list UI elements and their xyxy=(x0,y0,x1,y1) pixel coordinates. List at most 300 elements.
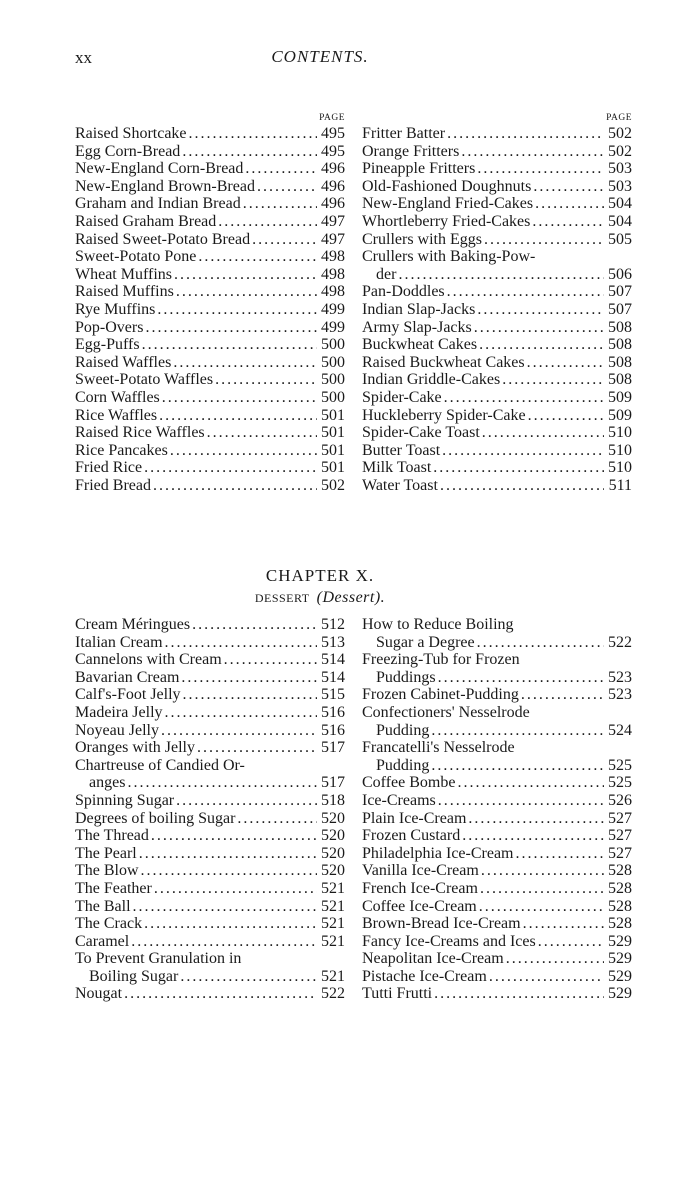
toc-column-right xyxy=(362,616,632,1003)
entry-title: Pistache Ice-Cream xyxy=(362,967,487,985)
toc-entry[interactable] xyxy=(362,231,632,249)
toc-entry[interactable] xyxy=(75,616,345,634)
toc-entry[interactable] xyxy=(75,389,345,407)
toc-entry[interactable] xyxy=(75,178,345,196)
dot-leader xyxy=(159,407,317,425)
toc-entry[interactable] xyxy=(362,442,632,460)
toc-entry[interactable] xyxy=(75,669,345,687)
entry-page: 514 xyxy=(321,668,345,686)
dot-leader xyxy=(442,442,604,460)
entry-title: Raised Sweet-Potato Bread xyxy=(75,230,251,248)
entry-title: Buckwheat Cakes xyxy=(362,336,478,354)
entry-title: Raised Graham Bread xyxy=(75,212,217,230)
toc-entry[interactable] xyxy=(362,319,632,337)
entry-page: 499 xyxy=(321,300,345,318)
entry-page: 520 xyxy=(321,844,345,862)
toc-entry[interactable] xyxy=(362,213,632,231)
toc-entry[interactable] xyxy=(362,827,632,845)
entry-title: Pan-Doddles xyxy=(362,283,445,301)
toc-entry[interactable] xyxy=(362,477,632,495)
entry-title: Caramel xyxy=(75,932,130,950)
entry-title: Frozen Cabinet-Pudding xyxy=(362,686,519,704)
toc-entry[interactable] xyxy=(75,143,345,161)
entry-page: 505 xyxy=(608,230,632,248)
dot-leader xyxy=(479,898,604,916)
entry-title: Chartreuse of Candied Or- xyxy=(75,756,245,774)
entry-title: Oranges with Jelly xyxy=(75,739,195,757)
entry-title: Egg-Puffs xyxy=(75,336,140,354)
entry-page: 510 xyxy=(608,424,632,442)
toc-entry[interactable] xyxy=(362,651,632,669)
toc-entry[interactable] xyxy=(75,862,345,880)
entry-title: Old-Fashioned Doughnuts xyxy=(362,177,532,195)
entry-page: 501 xyxy=(321,459,345,477)
entry-page: 497 xyxy=(321,230,345,248)
toc-entry[interactable] xyxy=(75,810,345,828)
toc-entry[interactable] xyxy=(75,915,345,933)
entry-title: Fritter Batter xyxy=(362,125,446,142)
entry-title: Crullers with Baking-Pow- xyxy=(362,248,536,266)
entry-title: Nougat xyxy=(75,985,123,1003)
entry-title: Graham and Indian Bread xyxy=(75,195,241,213)
entry-page: 498 xyxy=(321,283,345,301)
entry-title: Francatelli's Nesselrode xyxy=(362,739,515,757)
dot-leader xyxy=(161,722,317,740)
entry-title: Army Slap-Jacks xyxy=(362,318,472,336)
entry-title: Ice-Creams xyxy=(362,791,436,809)
entry-page: 511 xyxy=(608,476,632,494)
toc-entry[interactable] xyxy=(362,915,632,933)
entry-page: 515 xyxy=(321,686,345,704)
entry-page: 514 xyxy=(321,651,345,669)
entry-title: Philadelphia Ice-Cream xyxy=(362,844,514,862)
toc-section-1 xyxy=(75,112,632,494)
dot-leader xyxy=(434,985,604,1003)
entry-page: 502 xyxy=(321,476,345,494)
toc-entry[interactable] xyxy=(362,459,632,477)
dot-leader xyxy=(180,968,317,986)
dot-leader xyxy=(141,862,317,880)
dot-leader xyxy=(165,634,317,652)
toc-entry[interactable] xyxy=(75,880,345,898)
entry-title: Italian Cream xyxy=(75,633,163,651)
entry-title: Raised Muffins xyxy=(75,283,174,301)
entry-title: Calf's-Foot Jelly xyxy=(75,686,181,704)
entry-page: 508 xyxy=(608,371,632,389)
dot-leader xyxy=(145,319,317,337)
toc-entry[interactable] xyxy=(75,757,345,775)
toc-entry[interactable] xyxy=(362,178,632,196)
dot-leader xyxy=(176,792,317,810)
entry-page: 528 xyxy=(608,915,632,933)
entry-title: Raised Buckwheat Cakes xyxy=(362,353,525,371)
entry-title: New-England Fried-Cakes xyxy=(362,195,534,213)
toc-entry[interactable] xyxy=(75,354,345,372)
entry-title: To Prevent Granulation in xyxy=(75,950,242,968)
dot-leader xyxy=(431,722,604,740)
toc-entry[interactable] xyxy=(75,686,345,704)
toc-entry[interactable] xyxy=(362,301,632,319)
entry-title: Corn Waffles xyxy=(75,388,160,406)
entry-page: 528 xyxy=(608,897,632,915)
toc-entry[interactable] xyxy=(362,757,632,775)
dot-leader xyxy=(124,985,317,1003)
entry-page: 525 xyxy=(608,774,632,792)
entry-page: 500 xyxy=(321,336,345,354)
dot-leader xyxy=(127,774,317,792)
entry-title: Confectioners' Nesselrode xyxy=(362,703,530,721)
toc-entry[interactable] xyxy=(362,880,632,898)
toc-entry[interactable] xyxy=(362,195,632,213)
toc-entry[interactable] xyxy=(362,634,632,652)
toc-entry[interactable] xyxy=(75,283,345,301)
entry-title: Pudding xyxy=(376,721,430,739)
dot-leader xyxy=(144,459,317,477)
toc-column-left xyxy=(75,112,345,494)
entry-title: Rice Waffles xyxy=(75,406,158,424)
entry-page: 524 xyxy=(608,721,632,739)
entry-title: Pop-Overs xyxy=(75,318,144,336)
entry-title: Freezing-Tub for Frozen xyxy=(362,651,520,669)
toc-entry[interactable] xyxy=(362,704,632,722)
entry-page: 521 xyxy=(321,932,345,950)
entry-page: 520 xyxy=(321,809,345,827)
toc-entry[interactable] xyxy=(362,354,632,372)
dot-leader xyxy=(438,669,604,687)
dot-leader xyxy=(506,950,604,968)
toc-entry[interactable] xyxy=(362,407,632,425)
dot-leader xyxy=(480,880,604,898)
dot-leader xyxy=(170,442,317,460)
entry-title: Fried Bread xyxy=(75,476,151,494)
entry-page: 496 xyxy=(321,177,345,195)
toc-entry[interactable] xyxy=(75,950,345,968)
toc-entry[interactable] xyxy=(362,792,632,810)
dot-leader xyxy=(237,810,317,828)
dot-leader xyxy=(447,125,604,143)
entry-page: 527 xyxy=(608,827,632,845)
toc-entry[interactable] xyxy=(75,722,345,740)
entry-title: Noyeau Jelly xyxy=(75,721,159,739)
dot-leader xyxy=(198,248,317,266)
toc-entry[interactable] xyxy=(75,739,345,757)
toc-entry[interactable] xyxy=(362,862,632,880)
entry-page: 497 xyxy=(321,212,345,230)
dot-leader xyxy=(528,407,604,425)
dot-leader xyxy=(489,968,604,986)
entry-title: Butter Toast xyxy=(362,441,441,459)
dot-leader xyxy=(176,283,317,301)
entry-title: Brown-Bread Ice-Cream xyxy=(362,915,521,933)
dot-leader xyxy=(181,669,317,687)
dot-leader xyxy=(189,125,317,143)
entry-title: Fancy Ice-Creams and Ices xyxy=(362,932,536,950)
toc-entry[interactable] xyxy=(75,231,345,249)
dot-leader xyxy=(144,915,317,933)
entry-page: 499 xyxy=(321,318,345,336)
toc-entry[interactable] xyxy=(362,248,632,266)
entry-page: 509 xyxy=(608,406,632,424)
entry-title: Sweet-Potato Waffles xyxy=(75,371,214,389)
entry-title: New-England Corn-Bread xyxy=(75,160,244,178)
dot-leader xyxy=(484,231,604,249)
entry-title: Coffee Bombe xyxy=(362,774,456,792)
dot-leader xyxy=(482,424,604,442)
entry-title: Water Toast xyxy=(362,476,438,494)
entry-page: 503 xyxy=(608,160,632,178)
toc-column-right xyxy=(362,112,632,494)
toc-entry[interactable] xyxy=(362,283,632,301)
entry-page: 506 xyxy=(608,265,632,283)
entry-title: Plain Ice-Cream xyxy=(362,809,467,827)
entry-title: Neapolitan Ice-Cream xyxy=(362,950,504,968)
entry-page: 510 xyxy=(608,459,632,477)
entry-title: Pineapple Fritters xyxy=(362,160,476,178)
entry-title: Boiling Sugar xyxy=(89,967,179,985)
dot-leader xyxy=(133,898,317,916)
entry-title: The Feather xyxy=(75,879,152,897)
entry-page: 529 xyxy=(608,932,632,950)
dot-leader xyxy=(174,266,317,284)
toc-entry[interactable] xyxy=(362,125,632,143)
toc-entry[interactable] xyxy=(75,442,345,460)
dot-leader xyxy=(479,336,604,354)
entry-page: 498 xyxy=(321,265,345,283)
toc-entry[interactable] xyxy=(362,616,632,634)
dot-leader xyxy=(461,143,604,161)
dot-leader xyxy=(527,354,604,372)
toc-entry[interactable] xyxy=(75,845,345,863)
dot-leader xyxy=(474,319,604,337)
toc-entry[interactable] xyxy=(75,459,345,477)
entry-page: 520 xyxy=(321,862,345,880)
entry-page: 504 xyxy=(608,212,632,230)
dot-leader xyxy=(215,371,317,389)
page-column-label: PAGE xyxy=(606,113,632,123)
toc-entry[interactable] xyxy=(75,319,345,337)
toc-entry[interactable] xyxy=(362,686,632,704)
entry-page: 521 xyxy=(321,897,345,915)
entry-title: Spinning Sugar xyxy=(75,791,175,809)
toc-entry[interactable] xyxy=(75,477,345,495)
entry-page: 527 xyxy=(608,809,632,827)
entry-page: 528 xyxy=(608,862,632,880)
page-number: xx xyxy=(75,48,92,67)
entry-title: Orange Fritters xyxy=(362,142,460,160)
entry-title: Tutti Frutti xyxy=(362,985,433,1003)
entry-title: Puddings xyxy=(376,668,436,686)
entry-title: Crullers with Eggs xyxy=(362,230,482,248)
entry-page: 529 xyxy=(608,985,632,1003)
dot-leader xyxy=(457,774,604,792)
dot-leader xyxy=(502,371,604,389)
toc-entry[interactable] xyxy=(362,774,632,792)
entry-title: Madeira Jelly xyxy=(75,703,163,721)
entry-title: Spider-Cake Toast xyxy=(362,424,480,442)
entry-page: 512 xyxy=(321,616,345,633)
dot-leader xyxy=(154,880,317,898)
toc-entry[interactable] xyxy=(75,792,345,810)
toc-entry[interactable] xyxy=(75,634,345,652)
toc-entry[interactable] xyxy=(75,933,345,951)
entry-page: 495 xyxy=(321,142,345,160)
entry-page: 507 xyxy=(608,300,632,318)
entry-title: Frozen Custard xyxy=(362,827,461,845)
entry-page: 502 xyxy=(608,142,632,160)
entry-title: How to Reduce Boiling xyxy=(362,616,514,633)
toc-entry[interactable] xyxy=(75,336,345,354)
entry-page: 500 xyxy=(321,371,345,389)
entry-title: Wheat Muffins xyxy=(75,265,173,283)
toc-entry[interactable] xyxy=(362,722,632,740)
toc-entry[interactable] xyxy=(362,933,632,951)
entry-title: Huckleberry Spider-Cake xyxy=(362,406,526,424)
toc-entry[interactable] xyxy=(362,898,632,916)
entry-page: 496 xyxy=(321,160,345,178)
toc-entry[interactable] xyxy=(362,336,632,354)
chapter-heading: CHAPTER X. xyxy=(265,566,375,585)
toc-entry[interactable] xyxy=(362,810,632,828)
toc-entry[interactable] xyxy=(362,371,632,389)
entry-page: 517 xyxy=(321,739,345,757)
entry-title: Raised Rice Waffles xyxy=(75,424,205,442)
toc-entry[interactable] xyxy=(362,160,632,178)
dot-leader xyxy=(252,231,317,249)
entry-page: 525 xyxy=(608,756,632,774)
toc-entry[interactable] xyxy=(75,213,345,231)
toc-entry[interactable] xyxy=(75,160,345,178)
toc-entry[interactable] xyxy=(75,704,345,722)
toc-entry[interactable] xyxy=(75,248,345,266)
entry-page: 526 xyxy=(608,791,632,809)
dot-leader xyxy=(131,933,317,951)
toc-entry[interactable] xyxy=(75,774,345,792)
toc-entry[interactable] xyxy=(362,266,632,284)
entry-title: Sugar a Degree xyxy=(376,633,475,651)
dot-leader xyxy=(151,827,317,845)
dot-leader xyxy=(398,266,604,284)
toc-entry[interactable] xyxy=(362,424,632,442)
toc-entry[interactable] xyxy=(362,968,632,986)
dot-leader xyxy=(224,651,317,669)
entry-page: 516 xyxy=(321,703,345,721)
toc-entry[interactable] xyxy=(75,827,345,845)
entry-page: 508 xyxy=(608,336,632,354)
entry-title: Spider-Cake xyxy=(362,388,442,406)
entry-title: Fried Rice xyxy=(75,459,143,477)
entry-page: 498 xyxy=(321,248,345,266)
dot-leader xyxy=(182,143,317,161)
entry-title: New-England Brown-Bread xyxy=(75,177,255,195)
entry-page: 510 xyxy=(608,441,632,459)
entry-title: French Ice-Cream xyxy=(362,879,478,897)
subtitle-alt: (Dessert). xyxy=(316,589,386,606)
toc-entry[interactable] xyxy=(362,950,632,968)
toc-entry[interactable] xyxy=(362,143,632,161)
toc-entry[interactable] xyxy=(362,845,632,863)
toc-entry[interactable] xyxy=(75,424,345,442)
toc-entry[interactable] xyxy=(362,669,632,687)
toc-entry[interactable] xyxy=(75,968,345,986)
entry-title: Degrees of boiling Sugar xyxy=(75,809,236,827)
entry-page: 522 xyxy=(321,985,345,1003)
entry-title: der xyxy=(376,265,397,283)
toc-entry[interactable] xyxy=(362,739,632,757)
dot-leader xyxy=(157,301,317,319)
entry-title: The Crack xyxy=(75,915,143,933)
dot-leader xyxy=(444,389,604,407)
entry-page: 529 xyxy=(608,967,632,985)
dot-leader xyxy=(532,213,604,231)
entry-page: 522 xyxy=(608,633,632,651)
entry-title: Rice Pancakes xyxy=(75,441,168,459)
entry-page: 523 xyxy=(608,686,632,704)
entry-title: Rye Muffins xyxy=(75,300,156,318)
dot-leader xyxy=(162,389,317,407)
entry-page: 527 xyxy=(608,844,632,862)
chapter-subtitle xyxy=(0,589,640,607)
dot-leader xyxy=(440,477,604,495)
toc-entry[interactable] xyxy=(75,407,345,425)
toc-entry[interactable] xyxy=(75,301,345,319)
subtitle-text: DESSERT xyxy=(254,591,310,605)
toc-entry[interactable] xyxy=(75,195,345,213)
dot-leader xyxy=(139,845,317,863)
entry-page: 516 xyxy=(321,721,345,739)
toc-entry[interactable] xyxy=(75,371,345,389)
entry-title: The Ball xyxy=(75,897,131,915)
entry-page: 521 xyxy=(321,967,345,985)
toc-entry[interactable] xyxy=(75,985,345,1003)
dot-leader xyxy=(153,477,317,495)
dot-leader xyxy=(245,160,317,178)
dot-leader xyxy=(516,845,605,863)
entry-page: 520 xyxy=(321,827,345,845)
entry-page: 521 xyxy=(321,879,345,897)
toc-entry[interactable] xyxy=(362,389,632,407)
entry-page: 529 xyxy=(608,950,632,968)
entry-title: The Pearl xyxy=(75,844,137,862)
entry-title: Sweet-Potato Pone xyxy=(75,248,197,266)
dot-leader xyxy=(165,704,317,722)
entry-page: 500 xyxy=(321,353,345,371)
entry-title: Milk Toast xyxy=(362,459,432,477)
dot-leader xyxy=(477,160,604,178)
toc-section-2 xyxy=(75,616,632,1003)
entry-page: 501 xyxy=(321,424,345,442)
toc-entry[interactable] xyxy=(75,125,345,143)
toc-entry[interactable] xyxy=(75,266,345,284)
running-title: CONTENTS. xyxy=(271,47,369,66)
toc-entry[interactable] xyxy=(362,985,632,1003)
dot-leader xyxy=(477,301,604,319)
entry-title: Whortleberry Fried-Cakes xyxy=(362,212,531,230)
toc-entry[interactable] xyxy=(75,651,345,669)
dot-leader xyxy=(142,336,317,354)
entry-page: 500 xyxy=(321,388,345,406)
entry-title: The Thread xyxy=(75,827,149,845)
dot-leader xyxy=(523,915,604,933)
entry-title: Raised Waffles xyxy=(75,353,172,371)
entry-page: 495 xyxy=(321,125,345,142)
dot-leader xyxy=(431,757,604,775)
entry-page: 502 xyxy=(608,125,632,142)
entry-page: 518 xyxy=(321,791,345,809)
toc-entry[interactable] xyxy=(75,898,345,916)
dot-leader xyxy=(462,827,604,845)
dot-leader xyxy=(521,686,604,704)
entry-page: 517 xyxy=(321,774,345,792)
